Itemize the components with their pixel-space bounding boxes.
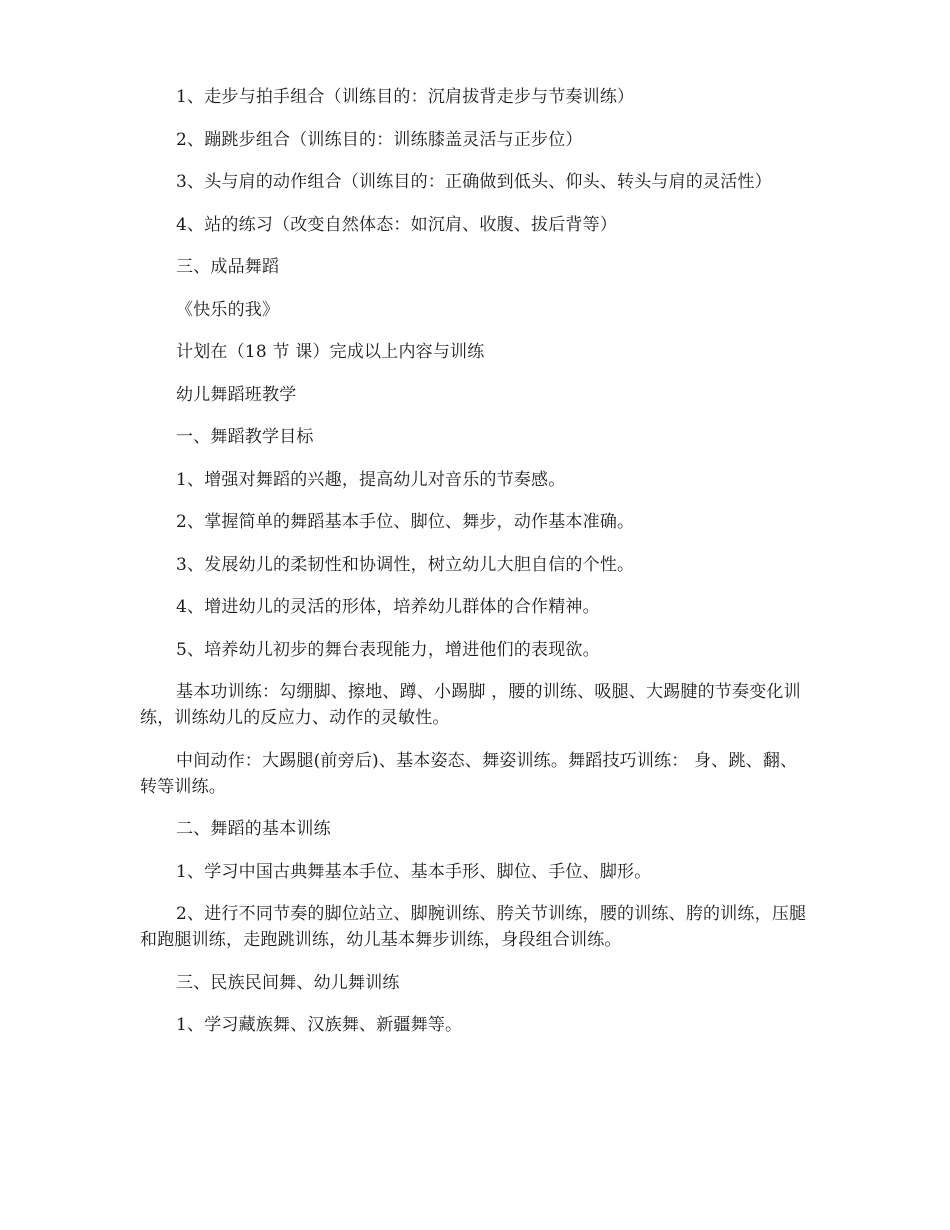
middle-movement-paragraph: 中间动作：大踢腿(前旁后)、基本姿态、舞姿训练。舞蹈技巧训练： 身、跳、翻、转等训练。 (140, 750, 798, 797)
goal-3: 3、发展幼儿的柔韧性和协调性，树立幼儿大胆自信的个性。 (176, 554, 635, 575)
document-body (140, 84, 810, 1055)
basic-skill-paragraph: 基本功训练：勾绷脚、擦地、蹲、小踢脚 ，腰的训练、吸腿、大踢腱的节奏变化训练，训练幼儿的反应力、动作的灵敏性。 (140, 682, 801, 728)
training-1: 1、学习中国古典舞基本手位、基本手形、脚位、手位、脚形。 (176, 861, 652, 882)
section-heading-1: 一、舞蹈教学目标 (176, 427, 314, 447)
paragraph-4: 4、站的练习（改变自然体态：如沉肩、收腹、拔后背等） (176, 214, 618, 235)
class-title: 幼儿舞蹈班教学 (176, 384, 297, 405)
folk-dance-1: 1、学习藏族舞、汉族舞、新疆舞等。 (176, 1015, 463, 1035)
section-heading-3: 三、成品舞蹈 (176, 257, 280, 277)
paragraph-1: 1、走步与拍手组合（训练目的：沉肩拔背走步与节奏训练） (176, 87, 635, 107)
paragraph-3: 3、头与肩的动作组合（训练目的：正确做到低头、仰头、转头与肩的灵活性） (176, 172, 772, 192)
plan-note: 计划在（18 节 课）完成以上内容与训练 (176, 342, 485, 362)
paragraph-2: 2、蹦跳步组合（训练目的：训练膝盖灵活与正步位） (176, 129, 583, 150)
training-2: 2、进行不同节奏的脚位站立、脚腕训练、胯关节训练，腰的训练、胯的训练，压腿和跑腿训练，走跑跳训练，幼儿基本舞步训练，身段组合训练。 (140, 904, 807, 950)
goal-1: 1、增强对舞蹈的兴趣，提高幼儿对音乐的节奏感。 (176, 469, 566, 490)
dance-title: 《快乐的我》 (176, 299, 280, 320)
goal-5: 5、培养幼儿初步的舞台表现能力，增进他们的表现欲。 (176, 639, 600, 660)
goal-2: 2、掌握简单的舞蹈基本手位、脚位、舞步，动作基本准确。 (176, 512, 635, 532)
goal-4: 4、增进幼儿的灵活的形体，培养幼儿群体的合作精神。 (176, 597, 600, 617)
section-heading-2: 二、舞蹈的基本训练 (176, 819, 331, 839)
section-heading-3b: 三、民族民间舞、幼儿舞训练 (176, 972, 400, 993)
